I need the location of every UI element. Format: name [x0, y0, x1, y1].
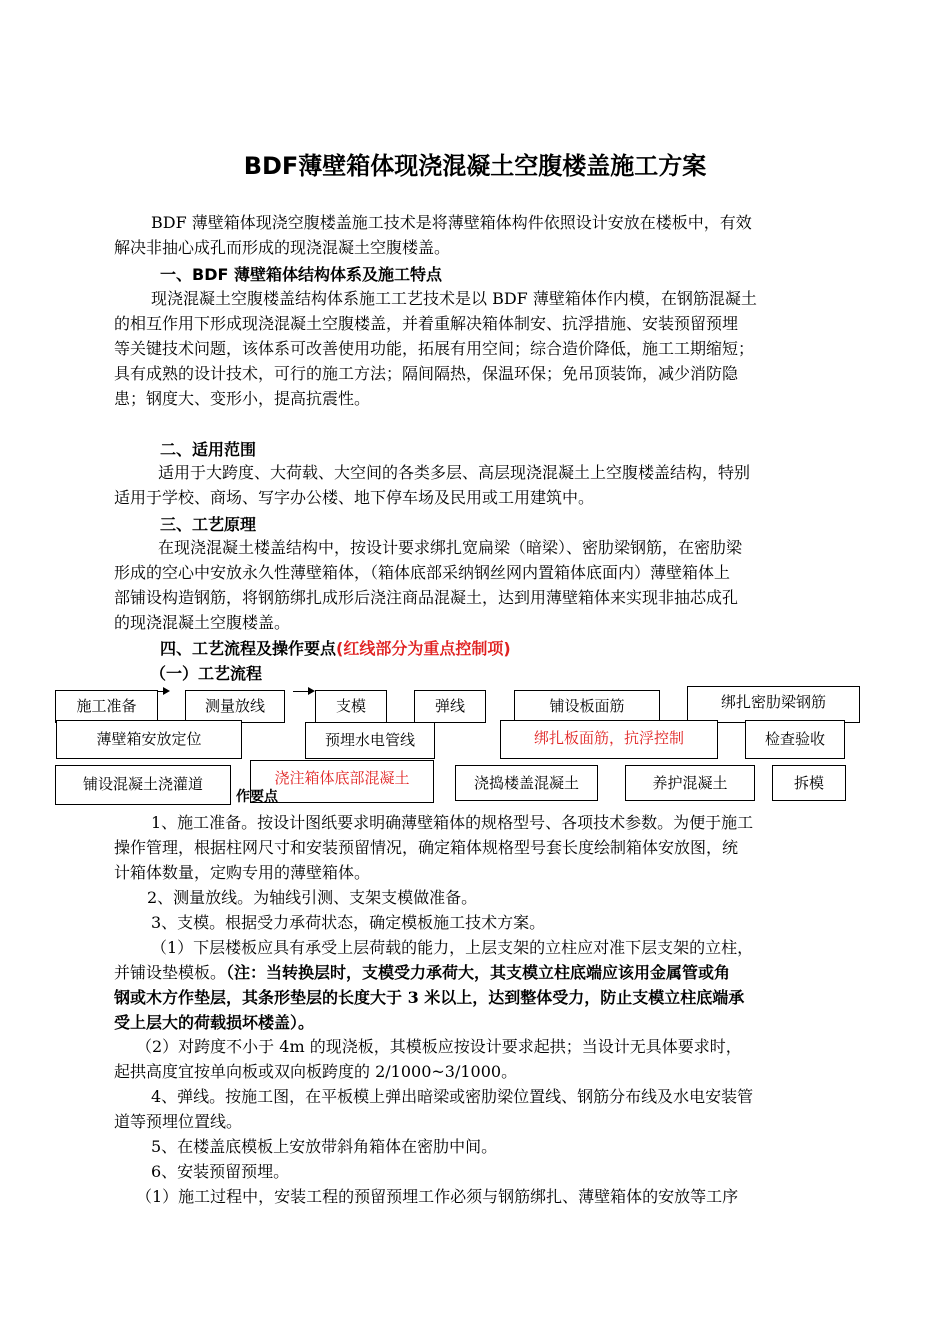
text-line: 的相互作用下形成现浇混凝土空腹楼盖，并着重解决箱体制安、抗浮措施、安装预留预埋 [114, 314, 739, 333]
flow-step-rib-beam-rebar: 绑扎密肋梁钢筋 [687, 686, 860, 723]
section-1-heading: 一、BDF 薄壁箱体结构体系及施工特点 [160, 265, 442, 284]
bold-note: 钢或木方作垫层，其条形垫层的长度大于 3 米以上，达到整体受力，防止支模立柱底端承 [114, 988, 745, 1007]
flow-step-strip-formwork: 拆模 [772, 765, 846, 801]
flow-step-slab-rebar-anti-float: 绑扎板面筋，抗浮控制 [500, 720, 718, 759]
step-5 [114, 1134, 874, 1159]
text-line: 2、测量放线。为轴线引测、支架支模做准备。 [147, 888, 478, 907]
red-note: (红线部分为重点控制项) [336, 639, 511, 658]
flow-step-preparation: 施工准备 [55, 690, 158, 723]
step-1 [114, 810, 874, 885]
bold-note: 受上层大的荷载损坏楼盖）。 [114, 1013, 315, 1032]
flow-step-pour-slab: 浇捣楼盖混凝土 [455, 765, 598, 801]
text-line: （1）下层楼板应具有承受上层荷载的能力，上层支架的立柱应对准下层支架的立柱， [151, 938, 754, 957]
bold-note: （注：当转换层时，支模受力承荷大，其支模立柱底端应该用金属管或角 [226, 963, 731, 982]
flow-arrow [158, 691, 168, 692]
section-1-body [114, 286, 874, 411]
text-line: 3、支模。根据受力承荷状态，确定模板施工技术方案。 [151, 913, 546, 932]
intro-paragraph [114, 210, 874, 260]
text-line: 5、在楼盖底模板上安放带斜角箱体在密肋中间。 [151, 1137, 498, 1156]
subsection-flow-heading: （一）工艺流程 [150, 664, 263, 683]
text-line: 道等预埋位置线。 [114, 1112, 243, 1131]
text-line: 起拱高度宜按单向板或双向板跨度的 2/1000~3/1000。 [114, 1062, 518, 1081]
text-line: 具有成熟的设计技术，可行的施工方法；隔间隔热，保温环保；免吊顶装饰，减少消防隐 [114, 364, 739, 383]
flow-arrow [293, 691, 313, 692]
section-4-title: 四、工艺流程及操作要点 [160, 639, 337, 658]
text-line: 适用于大跨度、大荷载、大空间的各类多层、高层现浇混凝土上空腹楼盖结构，特别 [158, 463, 751, 482]
section-3-body [114, 535, 874, 635]
flow-step-pour-walkway: 铺设混凝土浇灌道 [55, 765, 231, 805]
text-line: （1）施工过程中，安装工程的预留预埋工作必须与钢筋绑扎、薄壁箱体的安放等工序 [136, 1187, 739, 1206]
text-line: （2）对跨度不小于 4m 的现浇板，其模板应按设计要求起拱；当设计无具体要求时， [136, 1037, 742, 1056]
text-line: 的现浇混凝土空腹楼盖。 [114, 613, 291, 632]
flow-step-curing: 养护混凝土 [625, 765, 755, 801]
text-span: 并铺设垫模板。 [114, 963, 227, 982]
step-3 [114, 910, 874, 1035]
text-line: 等关键技术问题，该体系可改善使用功能，拓展有用空间；综合造价降低，施工工期缩短； [114, 339, 755, 358]
step-4 [114, 1084, 874, 1134]
text-line: 计箱体数量，定购专用的薄壁箱体。 [114, 863, 371, 882]
section-2-body [114, 460, 874, 510]
text-line: 4、弹线。按施工图，在平板模上弹出暗梁或密肋梁位置线、钢筋分布线及水电安装管 [151, 1087, 754, 1106]
step-2 [114, 885, 874, 910]
section-2-heading: 二、适用范围 [160, 440, 257, 459]
flow-step-formwork: 支模 [315, 690, 387, 723]
text-line: 部铺设构造钢筋，将钢筋绑扎成形后浇注商品混凝土，达到用薄壁箱体来实现非抽芯成孔 [114, 588, 739, 607]
page-title: BDF薄壁箱体现浇混凝土空腹楼盖施工方案 [243, 152, 707, 180]
flow-step-inspection: 检查验收 [745, 720, 845, 759]
text-line: 形成的空心中安放永久性薄壁箱体，（箱体底部采纳钢丝网内置箱体底面内）薄壁箱体上 [114, 563, 731, 582]
section-3-heading: 三、工艺原理 [160, 515, 257, 534]
flow-step-chalk-line: 弹线 [414, 690, 486, 723]
text-line: 操作管理，根据柱网尺寸和安装预留情况，确定箱体规格型号套长度绘制箱体安放图，统 [114, 838, 739, 857]
flow-step-survey: 测量放线 [185, 690, 285, 723]
text-line: 6、安装预留预埋。 [151, 1162, 290, 1181]
text-line [114, 960, 874, 985]
flow-step-pour-box-bottom: 浇注箱体底部混凝土 [250, 760, 434, 803]
text-line: 现浇混凝土空腹楼盖结构体系施工工艺技术是以 BDF 薄壁箱体作内模，在钢筋混凝土 [151, 289, 757, 308]
step-3-2 [114, 1034, 874, 1084]
flow-step-embed-pipes: 预埋水电管线 [305, 722, 435, 759]
text-line: 解决非抽心成孔而形成的现浇混凝土空腹楼盖。 [114, 238, 451, 257]
text-line: 1、施工准备。按设计图纸要求明确薄壁箱体的规格型号、各项技术参数。为便于施工 [151, 813, 754, 832]
flow-step-slab-rebar: 铺设板面筋 [514, 690, 660, 723]
section-4-heading [160, 636, 511, 659]
text-line: 在现浇混凝土楼盖结构中，按设计要求绑扎宽扁梁（暗梁）、密肋梁钢筋，在密肋梁 [158, 538, 743, 557]
text-line: BDF 薄壁箱体现浇空腹楼盖施工技术是将薄壁箱体构件依照设计安放在楼板中，有效 [151, 213, 752, 232]
text-line: 患；钢度大、变形小，提高抗震性。 [114, 389, 371, 408]
step-6 [114, 1159, 874, 1209]
flow-step-box-placement: 薄壁箱安放定位 [56, 720, 242, 759]
subsection-key-points-heading-partial: 作要点 [236, 789, 278, 805]
text-line: 适用于学校、商场、写字办公楼、地下停车场及民用或工用建筑中。 [114, 488, 595, 507]
